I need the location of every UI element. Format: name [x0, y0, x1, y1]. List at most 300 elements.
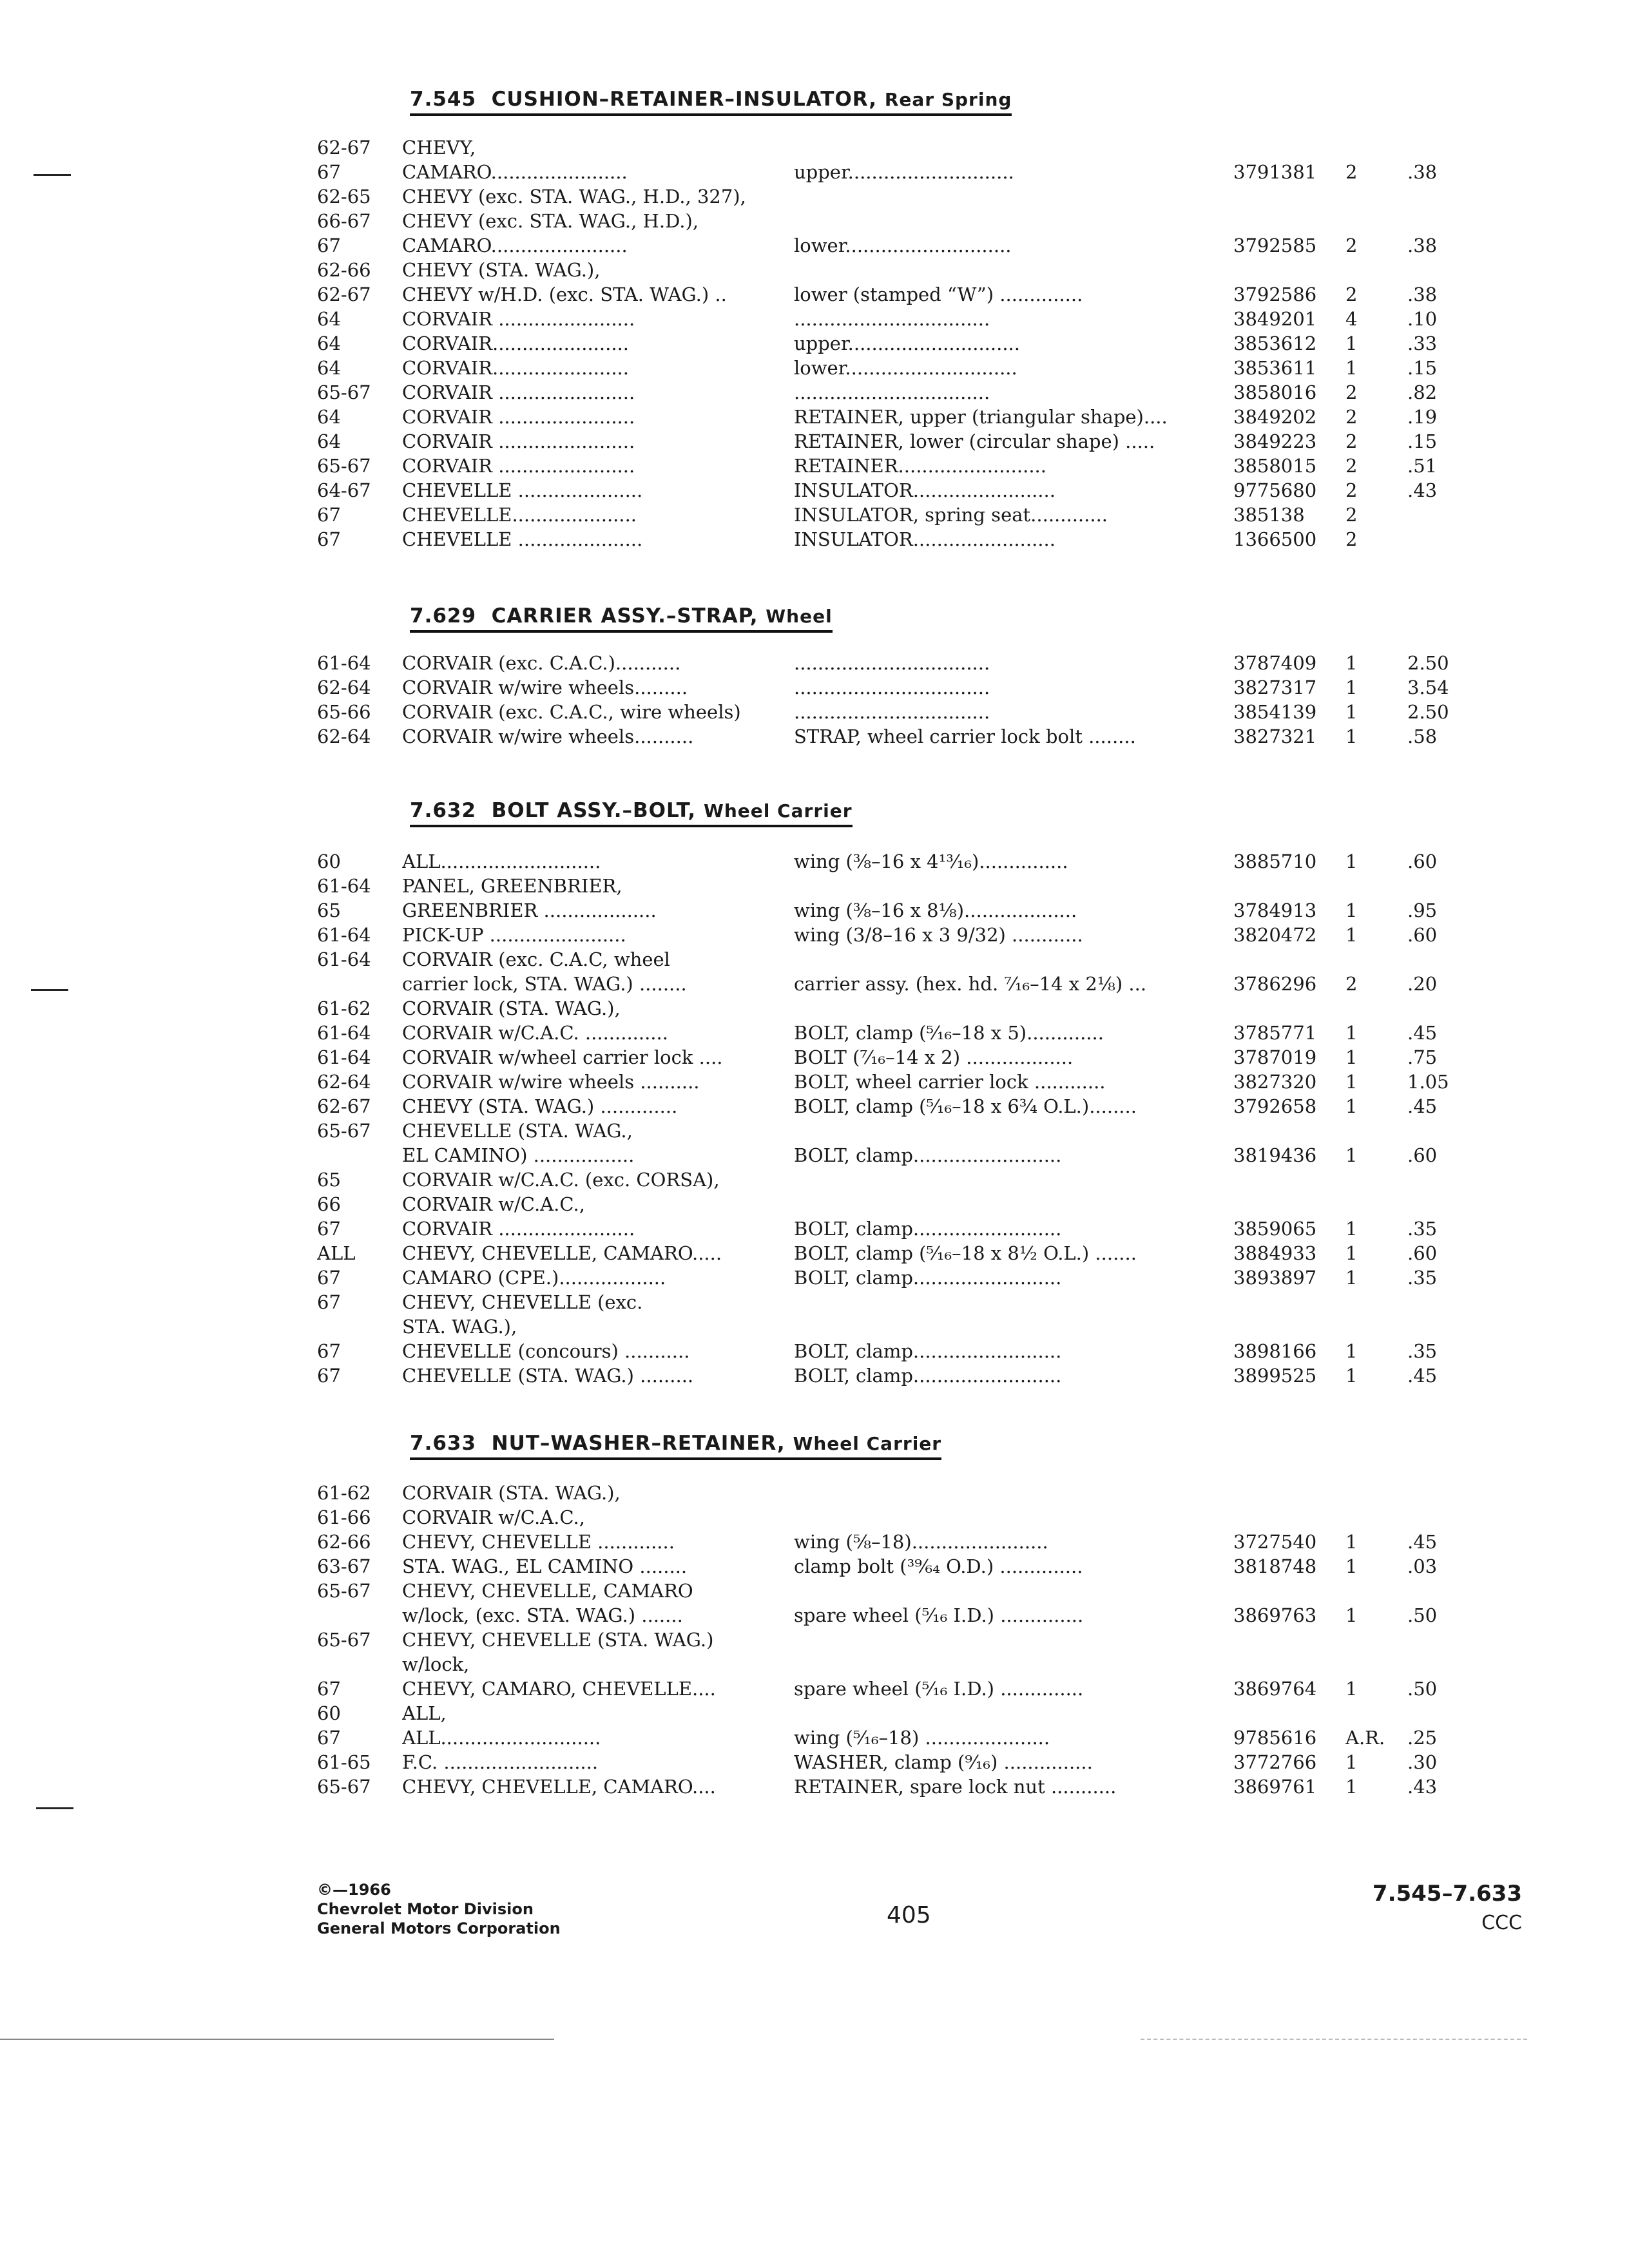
year-cell: 67	[317, 528, 341, 550]
price-cell	[1407, 1628, 1496, 1652]
model-cell: CHEVY, CAMARO, CHEVELLE....	[402, 1678, 716, 1700]
table-row	[317, 1725, 1496, 1750]
table-row	[317, 849, 1496, 874]
model-cell: CHEVY w/H.D. (exc. STA. WAG.) ..	[402, 284, 727, 305]
quantity-cell: 2	[1345, 284, 1358, 305]
model-cell: GREENBRIER ...................	[402, 899, 657, 921]
table-row	[317, 675, 1496, 700]
quantity-cell	[1345, 874, 1407, 898]
year-cell: 67	[317, 1340, 341, 1362]
model-cell: CHEVY, CHEVELLE, CAMARO....	[402, 1776, 716, 1798]
part-number-cell: 3853612	[1233, 332, 1317, 354]
description-cell: WASHER, clamp (⁹⁄₁₆) ...............	[794, 1751, 1093, 1773]
part-number-cell: 3791381	[1233, 161, 1317, 183]
quantity-cell: 1	[1345, 850, 1358, 872]
part-number-cell: 3792585	[1233, 235, 1317, 256]
description-cell	[794, 1579, 1233, 1603]
price-cell: .19	[1407, 406, 1438, 428]
table-row	[317, 947, 1496, 972]
table-row	[317, 405, 1496, 429]
quantity-cell: 1	[1345, 1365, 1358, 1387]
description-cell	[794, 135, 1233, 160]
quantity-cell: 4	[1345, 308, 1358, 330]
margin-mark	[34, 174, 71, 176]
year-cell: 64	[317, 308, 341, 330]
price-cell	[1407, 1652, 1496, 1677]
part-number-cell: 3898166	[1233, 1340, 1317, 1362]
part-number-cell: 3869764	[1233, 1678, 1317, 1700]
section-description: NUT–WASHER–RETAINER,	[491, 1432, 786, 1455]
table-row	[317, 233, 1496, 258]
part-number-cell	[1233, 1652, 1345, 1677]
quantity-cell	[1345, 1652, 1407, 1677]
parts-table-7545	[317, 135, 1496, 552]
model-cell: CORVAIR (exc. C.A.C.)...........	[402, 652, 681, 674]
part-number-cell	[1233, 1628, 1345, 1652]
price-cell: .60	[1407, 1242, 1438, 1264]
section-number: 7.629	[410, 604, 477, 628]
section-description: CARRIER ASSY.–STRAP,	[491, 604, 758, 628]
description-cell	[794, 874, 1233, 898]
year-cell: 65-67	[317, 1580, 371, 1602]
model-cell: STA. WAG., EL CAMINO ........	[402, 1555, 688, 1577]
quantity-cell: 1	[1345, 1095, 1358, 1117]
price-cell: .51	[1407, 455, 1438, 477]
model-cell: CHEVY, CHEVELLE (exc.	[402, 1291, 643, 1313]
price-cell: .38	[1407, 284, 1438, 305]
part-number-cell: 385138	[1233, 504, 1305, 526]
description-cell	[794, 1652, 1233, 1677]
price-cell: 2.50	[1407, 701, 1449, 723]
year-cell: 61-64	[317, 1022, 371, 1044]
table-row	[317, 1750, 1496, 1774]
model-cell: ALL...........................	[402, 850, 601, 872]
quantity-cell: 1	[1345, 1340, 1358, 1362]
description-cell: upper.............................	[794, 332, 1020, 354]
year-cell: 62-66	[317, 259, 371, 281]
description-cell	[794, 947, 1233, 972]
year-cell: 62-64	[317, 1071, 371, 1093]
table-row	[317, 478, 1496, 503]
description-cell	[794, 1290, 1233, 1314]
quantity-cell: 2	[1345, 381, 1358, 403]
model-cell: CORVAIR w/wheel carrier lock ....	[402, 1046, 723, 1068]
price-cell: .38	[1407, 161, 1438, 183]
part-number-cell: 3784913	[1233, 899, 1317, 921]
table-row	[317, 1045, 1496, 1070]
table-row	[317, 1168, 1496, 1192]
quantity-cell	[1345, 1119, 1407, 1143]
table-row	[317, 1677, 1496, 1701]
year-cell: 61-64	[317, 948, 371, 970]
price-cell: .20	[1407, 973, 1438, 995]
part-number-cell: 9785616	[1233, 1727, 1317, 1749]
table-row	[317, 454, 1496, 478]
part-number-cell: 3853611	[1233, 357, 1317, 379]
year-cell: 67	[317, 1218, 341, 1240]
year-cell: 64	[317, 357, 341, 379]
year-cell: 67	[317, 504, 341, 526]
section-subject: Wheel	[766, 606, 833, 627]
part-number-cell	[1233, 1192, 1345, 1216]
model-cell: ALL,	[402, 1702, 447, 1724]
price-cell: .30	[1407, 1751, 1438, 1773]
quantity-cell: 1	[1345, 1555, 1358, 1577]
year-cell: 64	[317, 332, 341, 354]
description-cell	[794, 1314, 1233, 1339]
quantity-cell: 1	[1345, 1071, 1358, 1093]
quantity-cell: 2	[1345, 479, 1358, 501]
table-row	[317, 1603, 1496, 1628]
description-cell: carrier assy. (hex. hd. ⁷⁄₁₆–14 x 2⅛) ...	[794, 973, 1147, 995]
description-cell: STRAP, wheel carrier lock bolt ........	[794, 726, 1136, 747]
model-cell: CORVAIR.......................	[402, 357, 629, 379]
model-cell: CORVAIR w/C.A.C. ..............	[402, 1022, 668, 1044]
part-number-cell	[1233, 996, 1345, 1021]
part-number-cell: 3787019	[1233, 1046, 1317, 1068]
table-row	[317, 1701, 1496, 1725]
year-cell: 65-66	[317, 701, 371, 723]
table-row	[317, 1652, 1496, 1677]
model-cell: carrier lock, STA. WAG.) ........	[402, 973, 687, 995]
bottom-rule	[0, 2039, 554, 2040]
year-cell: 61-65	[317, 1751, 371, 1773]
quantity-cell: 1	[1345, 357, 1358, 379]
description-cell: BOLT, clamp.........................	[794, 1365, 1062, 1387]
section-subject: Wheel Carrier	[703, 800, 853, 822]
quantity-cell	[1345, 1505, 1407, 1530]
price-cell	[1407, 947, 1496, 972]
quantity-cell: 2	[1345, 455, 1358, 477]
table-row	[317, 307, 1496, 331]
description-cell: .................................	[794, 701, 990, 723]
model-cell: CHEVY, CHEVELLE, CAMARO	[402, 1580, 693, 1602]
part-number-cell	[1233, 1119, 1345, 1143]
part-number-cell: 3827320	[1233, 1071, 1317, 1093]
table-row	[317, 1094, 1496, 1119]
year-cell: 62-67	[317, 137, 371, 159]
quantity-cell: 1	[1345, 1267, 1358, 1289]
year-cell: 64	[317, 406, 341, 428]
table-row	[317, 1070, 1496, 1094]
model-cell: CORVAIR (exc. C.A.C., wire wheels)	[402, 701, 741, 723]
parts-table-7632	[317, 849, 1496, 1388]
description-cell	[794, 209, 1233, 233]
year-cell: 62-67	[317, 284, 371, 305]
table-row	[317, 972, 1496, 996]
quantity-cell: 1	[1345, 1242, 1358, 1264]
price-cell	[1407, 135, 1496, 160]
quantity-cell	[1345, 1192, 1407, 1216]
year-cell: 60	[317, 850, 341, 872]
table-row	[317, 1774, 1496, 1799]
table-row	[317, 160, 1496, 184]
description-cell: upper............................	[794, 161, 1014, 183]
quantity-cell: 1	[1345, 1531, 1358, 1553]
part-number-cell: 3818748	[1233, 1555, 1317, 1577]
part-number-cell: 3727540	[1233, 1531, 1317, 1553]
description-cell: BOLT, clamp (⁵⁄₁₆–18 x 5).............	[794, 1022, 1104, 1044]
year-cell: 65	[317, 1169, 341, 1191]
table-row	[317, 209, 1496, 233]
price-cell: .43	[1407, 479, 1438, 501]
quantity-cell: 2	[1345, 235, 1358, 256]
year-cell: 67	[317, 1267, 341, 1289]
part-number-cell: 3792658	[1233, 1095, 1317, 1117]
year-cell: 67	[317, 1291, 341, 1313]
part-number-cell	[1233, 947, 1345, 972]
year-cell: 62-65	[317, 186, 371, 207]
quantity-cell: 2	[1345, 406, 1358, 428]
price-cell: .43	[1407, 1776, 1438, 1798]
model-cell: CORVAIR w/C.A.C.,	[402, 1506, 585, 1528]
quantity-cell	[1345, 135, 1407, 160]
model-cell: CORVAIR (exc. C.A.C, wheel	[402, 948, 670, 970]
table-row	[317, 1241, 1496, 1265]
price-cell: .60	[1407, 924, 1438, 946]
part-number-cell	[1233, 1481, 1345, 1505]
footer-range	[1373, 1879, 1522, 1938]
price-cell	[1407, 1701, 1496, 1725]
year-cell	[317, 1314, 402, 1339]
table-row	[317, 898, 1496, 923]
part-number-cell: 3786296	[1233, 973, 1317, 995]
description-cell: BOLT (⁷⁄₁₆–14 x 2) ..................	[794, 1046, 1074, 1068]
description-cell: wing (⅜–16 x 4¹³⁄₁₆)...............	[794, 850, 1068, 872]
price-cell: .45	[1407, 1022, 1438, 1044]
quantity-cell: 2	[1345, 973, 1358, 995]
price-cell	[1407, 503, 1496, 527]
description-cell: BOLT, clamp.........................	[794, 1340, 1062, 1362]
model-cell: CHEVY (exc. STA. WAG., H.D.),	[402, 210, 699, 232]
description-cell: BOLT, clamp.........................	[794, 1144, 1062, 1166]
price-cell	[1407, 874, 1496, 898]
bottom-rule	[1141, 2039, 1527, 2040]
description-cell: wing (⅝–18).......................	[794, 1531, 1048, 1553]
model-cell: CHEVELLE (STA. WAG.,	[402, 1120, 633, 1142]
description-cell: wing (⁵⁄₁₆–18) .....................	[794, 1727, 1050, 1749]
table-row	[317, 356, 1496, 380]
year-cell	[317, 972, 402, 996]
description-cell: wing (⅜–16 x 8⅛)...................	[794, 899, 1077, 921]
quantity-cell: 1	[1345, 652, 1358, 674]
quantity-cell: 1	[1345, 1776, 1358, 1798]
price-cell	[1407, 996, 1496, 1021]
part-number-cell	[1233, 135, 1345, 160]
model-cell: CAMARO.......................	[402, 161, 628, 183]
quantity-cell	[1345, 1168, 1407, 1192]
part-number-cell: 3854139	[1233, 701, 1317, 723]
model-cell: CHEVELLE (concours) ...........	[402, 1340, 690, 1362]
part-number-cell: 3849202	[1233, 406, 1317, 428]
year-cell: 65-67	[317, 1120, 371, 1142]
part-number-cell: 3820472	[1233, 924, 1317, 946]
price-cell	[1407, 1579, 1496, 1603]
table-row	[317, 503, 1496, 527]
table-row	[317, 1265, 1496, 1290]
description-cell: BOLT, clamp (⁵⁄₁₆–18 x 6¾ O.L.)........	[794, 1095, 1137, 1117]
year-cell: 67	[317, 1727, 341, 1749]
price-cell: 2.50	[1407, 652, 1449, 674]
table-row	[317, 1021, 1496, 1045]
price-cell: .03	[1407, 1555, 1438, 1577]
description-cell	[794, 1192, 1233, 1216]
description-cell: RETAINER, spare lock nut ...........	[794, 1776, 1117, 1798]
quantity-cell	[1345, 947, 1407, 972]
year-cell	[317, 1652, 402, 1677]
section-number: 7.545	[410, 88, 477, 111]
part-number-cell: 9775680	[1233, 479, 1317, 501]
table-row	[317, 1579, 1496, 1603]
description-cell	[794, 996, 1233, 1021]
quantity-cell: 1	[1345, 1022, 1358, 1044]
price-cell: .15	[1407, 430, 1438, 452]
part-number-cell	[1233, 1505, 1345, 1530]
description-cell: BOLT, clamp.........................	[794, 1267, 1062, 1289]
price-cell	[1407, 1481, 1496, 1505]
year-cell: 60	[317, 1702, 341, 1724]
quantity-cell	[1345, 184, 1407, 209]
section-description: BOLT ASSY.–BOLT,	[491, 799, 697, 822]
model-cell: CHEVY,	[402, 137, 476, 159]
year-cell: 63-67	[317, 1555, 371, 1577]
quantity-cell	[1345, 209, 1407, 233]
model-cell: CHEVELLE (STA. WAG.) .........	[402, 1365, 694, 1387]
description-cell: spare wheel (⁵⁄₁₆ I.D.) ..............	[794, 1678, 1084, 1700]
price-cell: .35	[1407, 1218, 1438, 1240]
description-cell: RETAINER, upper (triangular shape)....	[794, 406, 1168, 428]
parts-table-7629	[317, 651, 1496, 749]
price-cell	[1407, 1192, 1496, 1216]
year-cell: 61-64	[317, 1046, 371, 1068]
model-cell: CHEVELLE .....................	[402, 528, 643, 550]
part-number-cell	[1233, 874, 1345, 898]
price-cell: 1.05	[1407, 1071, 1449, 1093]
quantity-cell: 1	[1345, 899, 1358, 921]
description-cell	[794, 1505, 1233, 1530]
price-cell	[1407, 1119, 1496, 1143]
description-cell: lower (stamped “W”) ..............	[794, 284, 1083, 305]
price-cell	[1407, 527, 1496, 552]
model-cell: CAMARO.......................	[402, 235, 628, 256]
part-number-cell: 3787409	[1233, 652, 1317, 674]
description-cell: RETAINER.........................	[794, 455, 1046, 477]
year-cell: 61-64	[317, 924, 371, 946]
corporation-name: General Motors Corporation	[317, 1919, 561, 1937]
model-cell: PICK-UP .......................	[402, 924, 626, 946]
parts-table-7633	[317, 1481, 1496, 1799]
part-number-cell	[1233, 1579, 1345, 1603]
model-cell: PANEL, GREENBRIER,	[402, 875, 622, 897]
quantity-cell	[1345, 1481, 1407, 1505]
part-number-cell: 1366500	[1233, 528, 1317, 550]
division-name: Chevrolet Motor Division	[317, 1900, 534, 1918]
quantity-cell: A.R.	[1345, 1727, 1385, 1749]
year-cell: 67	[317, 1678, 341, 1700]
model-cell: CHEVY, CHEVELLE, CAMARO.....	[402, 1242, 722, 1264]
part-number-cell: 3772766	[1233, 1751, 1317, 1773]
section-description: CUSHION–RETAINER–INSULATOR,	[491, 88, 878, 111]
price-cell	[1407, 1505, 1496, 1530]
part-number-cell	[1233, 258, 1345, 282]
section-title-7545	[410, 88, 1012, 116]
table-row	[317, 429, 1496, 454]
table-row	[317, 874, 1496, 898]
year-cell: ALL	[317, 1242, 356, 1264]
section-range: 7.545–7.633	[1372, 1881, 1522, 1907]
part-number-cell: 3819436	[1233, 1144, 1317, 1166]
price-cell	[1407, 1314, 1496, 1339]
part-number-cell: 3785771	[1233, 1022, 1317, 1044]
section-number: 7.632	[410, 799, 477, 822]
part-number-cell: 3885710	[1233, 850, 1317, 872]
year-cell: 62-67	[317, 1095, 371, 1117]
model-cell: CORVAIR .......................	[402, 430, 635, 452]
model-cell: CORVAIR w/C.A.C.,	[402, 1193, 585, 1215]
table-row	[317, 527, 1496, 552]
year-cell: 61-62	[317, 1482, 371, 1504]
part-number-cell	[1233, 1290, 1345, 1314]
model-cell: CHEVY, CHEVELLE (STA. WAG.)	[402, 1629, 714, 1651]
price-cell	[1407, 258, 1496, 282]
year-cell: 62-64	[317, 677, 371, 698]
description-cell	[794, 1481, 1233, 1505]
model-cell: CHEVY (STA. WAG.),	[402, 259, 601, 281]
table-row	[317, 923, 1496, 947]
page-number: 405	[887, 1902, 931, 1928]
price-cell: .45	[1407, 1095, 1438, 1117]
section-title-7632	[410, 799, 853, 827]
description-cell: INSULATOR, spring seat.............	[794, 504, 1108, 526]
description-cell: clamp bolt (³⁹⁄₆₄ O.D.) ..............	[794, 1555, 1083, 1577]
quantity-cell	[1345, 1314, 1407, 1339]
year-cell: 61-66	[317, 1506, 371, 1528]
model-cell: CHEVELLE.....................	[402, 504, 637, 526]
quantity-cell: 1	[1345, 1144, 1358, 1166]
model-cell: ALL...........................	[402, 1727, 601, 1749]
model-cell: CORVAIR w/wire wheels.........	[402, 677, 688, 698]
model-cell: CORVAIR .......................	[402, 406, 635, 428]
part-number-cell: 3849201	[1233, 308, 1317, 330]
quantity-cell: 1	[1345, 1046, 1358, 1068]
quantity-cell: 2	[1345, 430, 1358, 452]
quantity-cell	[1345, 1701, 1407, 1725]
section-title-7629	[410, 604, 833, 633]
quantity-cell: 1	[1345, 726, 1358, 747]
price-cell: 3.54	[1407, 677, 1449, 698]
part-number-cell: 3858015	[1233, 455, 1317, 477]
model-cell: CHEVY (exc. STA. WAG., H.D., 327),	[402, 186, 746, 207]
price-cell: .45	[1407, 1531, 1438, 1553]
price-cell: .33	[1407, 332, 1438, 354]
description-cell: .................................	[794, 308, 990, 330]
description-cell: lower.............................	[794, 357, 1017, 379]
table-row	[317, 1628, 1496, 1652]
table-row	[317, 331, 1496, 356]
description-cell: INSULATOR........................	[794, 528, 1055, 550]
part-number-cell	[1233, 1701, 1345, 1725]
quantity-cell	[1345, 1579, 1407, 1603]
part-number-cell	[1233, 1168, 1345, 1192]
part-number-cell	[1233, 184, 1345, 209]
table-row	[317, 700, 1496, 724]
catalog-code: CCC	[1481, 1912, 1522, 1934]
year-cell: 67	[317, 161, 341, 183]
part-number-cell: 3827317	[1233, 677, 1317, 698]
quantity-cell: 1	[1345, 701, 1358, 723]
price-cell: .50	[1407, 1604, 1438, 1626]
table-row	[317, 1554, 1496, 1579]
